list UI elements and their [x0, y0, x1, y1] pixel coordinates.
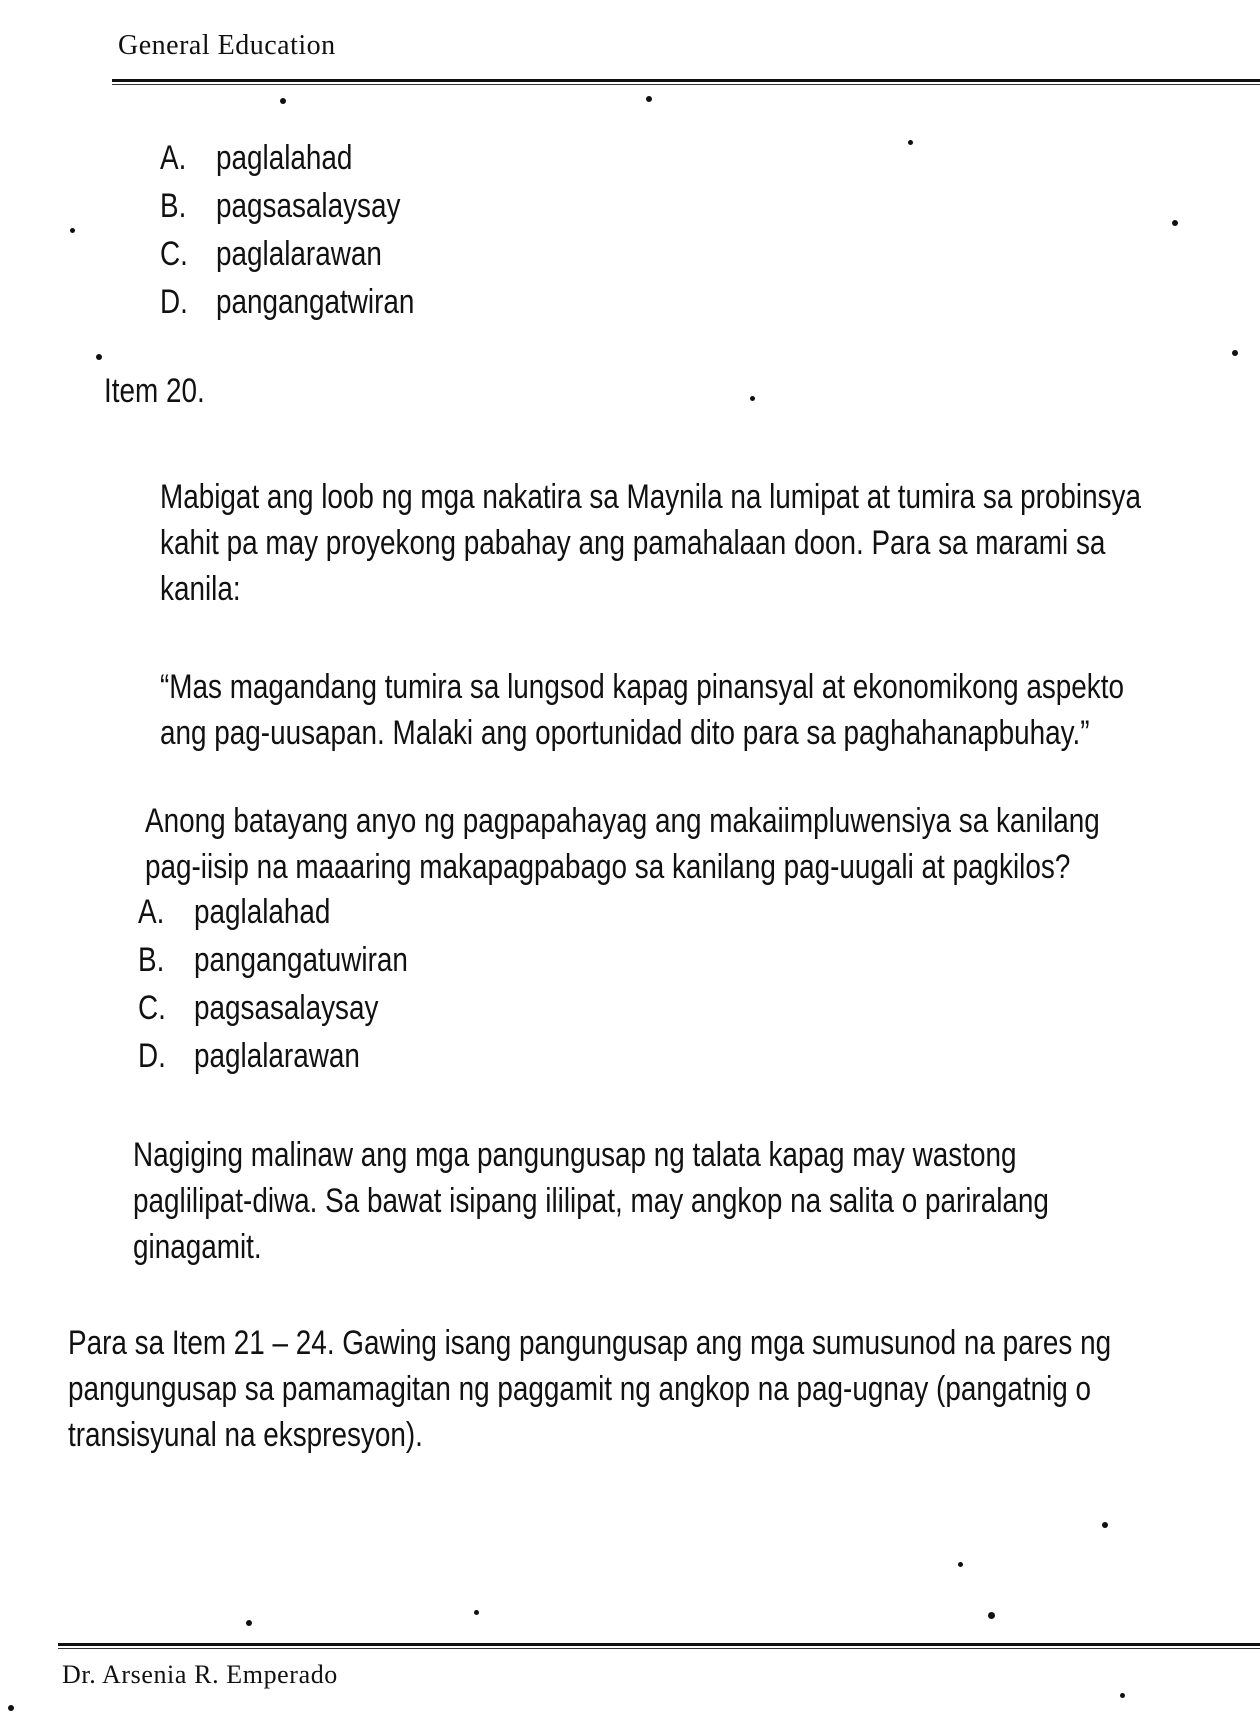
option-letter: C.	[160, 235, 188, 273]
running-header: General Education	[118, 30, 336, 61]
passage-line: kanila:	[160, 570, 241, 608]
quote-line: ang pag-uusapan. Malaki ang oportunidad dito para sa paghahanapbuhay.”	[160, 714, 1090, 752]
question-line: pag-iisip na maaaring makapagpabago sa kanilang pag-uugali at pagkilos?	[145, 848, 1071, 886]
note-line: paglilipat-diwa. Sa bawat isipang ililipat, may angkop na salita o pariralang	[133, 1182, 1049, 1220]
scan-speck	[474, 1610, 479, 1615]
scan-speck	[908, 140, 913, 145]
scan-speck	[280, 98, 286, 104]
passage-line: kahit pa may proyekong pabahay ang pamahalaan doon. Para sa marami sa	[160, 524, 1106, 562]
footer-author: Dr. Arsenia R. Emperado	[62, 1660, 338, 1689]
scan-speck	[646, 96, 652, 102]
option-text: pagsasalaysay	[216, 187, 401, 225]
option-text: pagsasalaysay	[194, 989, 379, 1027]
item-20-label: Item 20.	[104, 372, 205, 410]
quote-line: “Mas magandang tumira sa lungsod kapag pinansyal at ekonomikong aspekto	[160, 668, 1124, 706]
items-21-24-instructions	[68, 1320, 1260, 1458]
instruction-line: Para sa Item 21 – 24. Gawing isang pangungusap ang mga sumusunod na pares ng	[68, 1324, 1112, 1362]
passage-line: Mabigat ang loob ng mga nakatira sa Maynila na lumipat at tumira sa probinsya	[160, 478, 1141, 516]
scan-speck	[246, 1620, 252, 1626]
option-letter: A.	[138, 893, 165, 931]
scan-speck	[8, 1705, 14, 1711]
scan-speck	[1120, 1693, 1125, 1698]
option-letter: D.	[160, 283, 188, 321]
scan-speck	[96, 354, 102, 360]
footer-rule	[58, 1643, 1260, 1646]
scan-speck	[1232, 350, 1238, 356]
option-letter: B.	[160, 187, 187, 225]
option-text: pangangatwiran	[216, 283, 415, 321]
instruction-line: pangungusap sa pamamagitan ng paggamit ng angkop na pag-ugnay (pangatnig o	[68, 1370, 1092, 1408]
option-text: paglalahad	[216, 139, 353, 177]
scan-speck	[958, 1562, 963, 1567]
option-letter: A.	[160, 139, 187, 177]
option-text: paglalarawan	[216, 235, 382, 273]
option-text: pangangatuwiran	[194, 941, 408, 979]
transition-note	[133, 1132, 1250, 1270]
option-letter: C.	[138, 989, 166, 1027]
option-text: paglalahad	[194, 893, 331, 931]
option-letter: B.	[138, 941, 165, 979]
item-20-quote	[160, 664, 1260, 756]
note-line: Nagiging malinaw ang mga pangungusap ng talata kapag may wastong	[133, 1136, 1017, 1174]
item-20-question	[145, 798, 1260, 890]
question-line: Anong batayang anyo ng pagpapahayag ang makaiimpluwensiya sa kanilang	[145, 802, 1100, 840]
header-rule	[112, 79, 1260, 82]
scan-speck	[1172, 220, 1178, 226]
option-letter: D.	[138, 1037, 166, 1075]
item-20-passage	[160, 474, 1260, 612]
note-line: ginagamit.	[133, 1228, 262, 1266]
scan-speck	[70, 228, 75, 233]
instruction-line: transisyunal na ekspresyon).	[68, 1416, 423, 1454]
option-text: paglalarawan	[194, 1037, 360, 1075]
scan-speck	[1102, 1522, 1108, 1528]
scan-speck	[750, 396, 755, 401]
scan-speck	[988, 1612, 995, 1619]
